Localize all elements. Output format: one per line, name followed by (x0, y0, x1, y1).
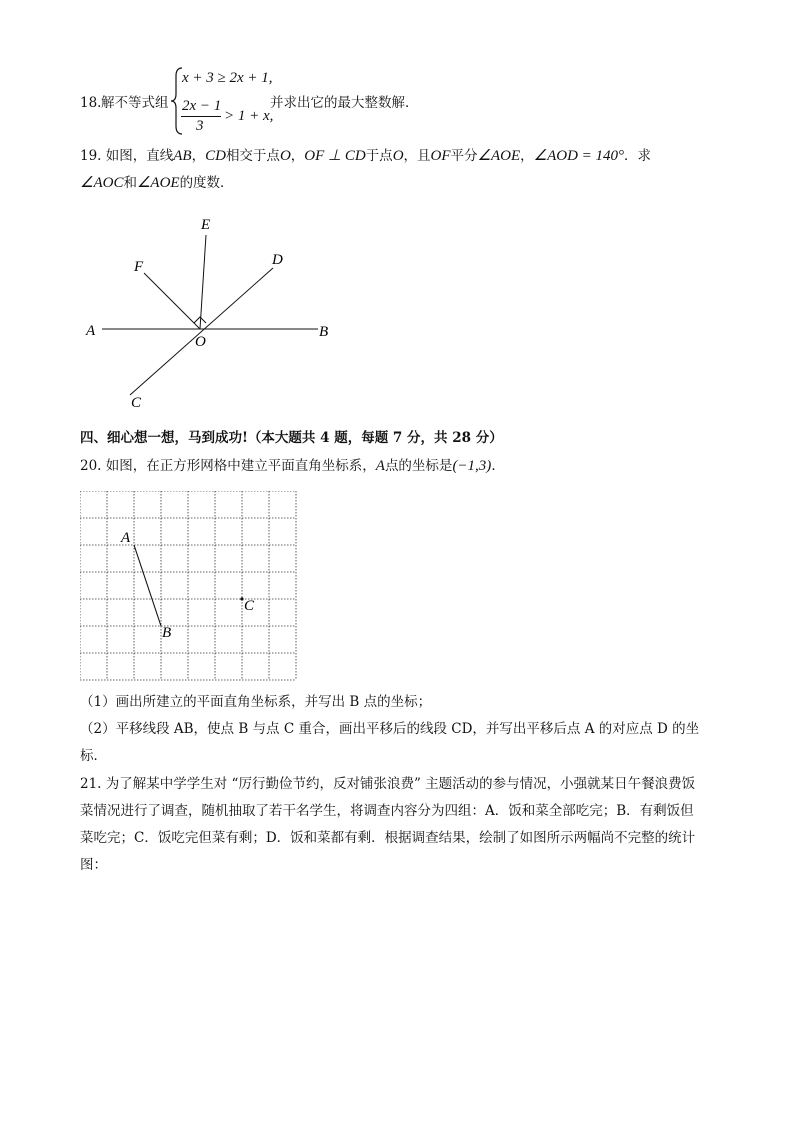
q20-part-1: （1）画出所建立的平面直角坐标系，并写出 B 点的坐标； (80, 694, 432, 710)
q18-frac-denominator: 3 (196, 118, 204, 134)
label-b: B (319, 324, 329, 340)
label-d: D (272, 252, 283, 268)
q18-frac-numerator: 2x − 1 (182, 98, 222, 114)
q19-angle-figure (80, 205, 350, 415)
q20-part-2-line-1: （2）平移线段 AB，使点 B 与点 C 重合，画出平移后的线段 CD，并写出平移后点 A 的对应点 D 的坐 (80, 721, 700, 737)
line-cd (130, 268, 273, 395)
q21-line-4: 图： (80, 857, 107, 873)
ray-oe (200, 235, 206, 329)
q20-grid-figure (80, 491, 300, 683)
dotted-grid (80, 491, 296, 680)
q18-number: 18. (80, 95, 102, 111)
grid-label-b: B (162, 625, 172, 641)
q18-tail: 并求出它的最大整数解． (270, 95, 419, 111)
label-a: A (86, 323, 96, 339)
grid-label-c: C (244, 598, 255, 614)
grid-label-a: A (121, 530, 131, 546)
q19-line-2: ∠AOC和∠AOE的度数． (80, 175, 234, 191)
label-e: E (201, 217, 211, 233)
label-c: C (131, 395, 142, 411)
segment-ab (134, 545, 161, 626)
q20-line: 20. 如图，在正方形网格中建立平面直角坐标系，A点的坐标是(−1,3)． (80, 458, 505, 474)
q20-part-2-line-2: 标． (80, 748, 107, 764)
q21-line-2: 菜情况进行了调查，随机抽取了若干名学生，将调查内容分为四组：A．饭和菜全部吃完；B．有剩饭但 (80, 803, 694, 819)
q21-line-3: 菜吃完；C．饭吃完但菜有剩；D．饭和菜都有剩．根据调查结果，绘制了如图所示两幅尚不完整的统计 (80, 830, 696, 846)
q18-inequality-2-rest: > 1 + x, (224, 108, 274, 124)
q18-lead: 解不等式组 (101, 95, 169, 111)
q18-inequality-1: x + 3 ≥ 2x + 1, (182, 70, 273, 86)
ray-of (144, 273, 200, 329)
section-4-heading: 四、细心想一想，马到成功!（本大题共 4 题，每题 7 分，共 28 分） (80, 430, 503, 446)
q21-line-1: 21. 为了解某中学学生对 “厉行勤俭节约，反对铺张浪费” 主题活动的参与情况，小强就某日午餐浪费饭 (80, 776, 696, 792)
label-o: O (195, 334, 206, 350)
label-f: F (134, 259, 144, 275)
q19-line-1: 19. 如图，直线AB，CD相交于点O，OF ⊥ CD于点O，且OF平分∠AOE，∠AOD = 140°．求 (80, 148, 652, 164)
